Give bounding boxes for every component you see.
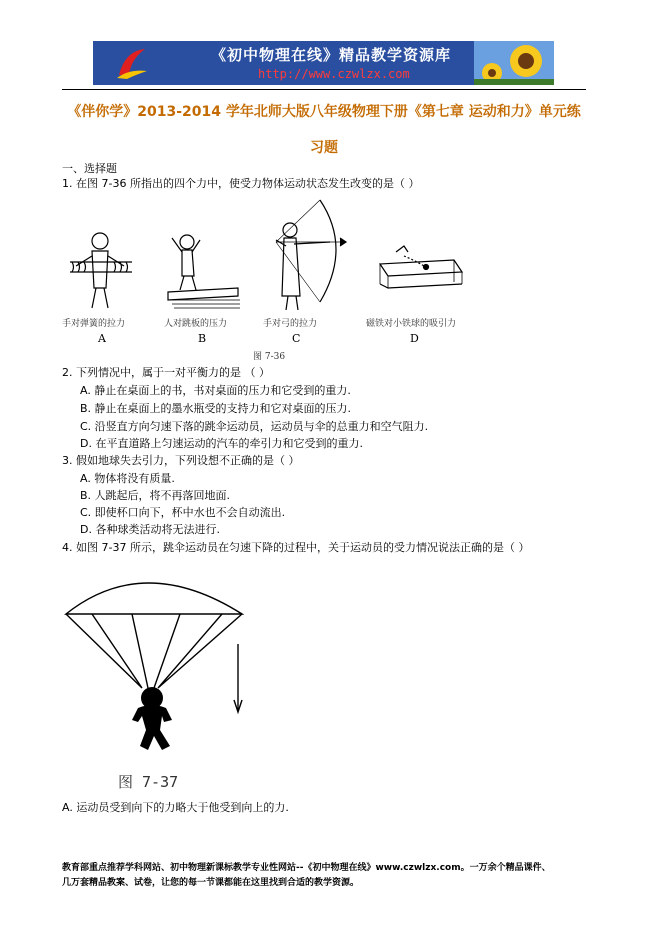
banner-title: 《初中物理在线》精品教学资源库 [211, 46, 452, 64]
caption-d: 磁铁对小铁球的吸引力 [366, 319, 457, 329]
caption-b: 人对跳板的压力 [164, 319, 228, 329]
letter-d: D [410, 332, 419, 345]
question-2-option-a: A. 静止在桌面上的书，书对桌面的压力和它受到的重力. [80, 384, 351, 397]
caption-c: 手对弓的拉力 [263, 319, 318, 329]
letter-c: C [292, 332, 301, 345]
page-footer [62, 861, 602, 891]
banner-url[interactable]: http://www.czwlzx.com [258, 67, 410, 81]
footer-line-1: 教育部重点推荐学科网站、初中物理新课标教学专业性网站--《初中物理在线》www.czwlzx.com。一万余个精品课件、 [62, 863, 551, 873]
document-title: 《伴你学》2013-2014 学年北师大版八年级物理下册《第七章 运动和力》单元练习题 [67, 104, 581, 156]
question-3-option-a: A. 物体将没有质量. [80, 472, 175, 485]
letter-b: B [198, 332, 207, 345]
caption-a: 手对弹簧的拉力 [62, 319, 126, 329]
question-3-option-b: B. 人跳起后，将不再落回地面. [80, 489, 231, 502]
question-2-stem: 2. 下列情况中，属于一对平衡力的是 （ ） [62, 366, 270, 379]
figure-7-36-illustrations [62, 196, 482, 312]
letter-a: A [98, 332, 106, 345]
question-3-stem: 3. 假如地球失去引力，下列设想不正确的是（ ） [62, 454, 300, 467]
header-banner [93, 41, 554, 85]
question-2-option-c: C. 沿竖直方向匀速下落的跳伞运动员，运动员与伞的总重力和空气阻力. [80, 420, 429, 433]
section-heading: 一、选择题 [62, 162, 117, 175]
parachutist-silhouette [132, 687, 172, 750]
magnet-table-figure [380, 246, 462, 288]
question-3-option-c: C. 即使杯口向下，杯中水也不会自动流出. [80, 506, 286, 519]
header-rule [62, 89, 586, 90]
footer-line-2: 几万套精品教案、试卷，让您的每一节课都能在这里找到合适的教学资源。 [62, 878, 360, 888]
diving-board-figure [168, 235, 240, 308]
site-logo-icon [115, 45, 149, 81]
spring-stretch-figure [70, 233, 132, 308]
figure-7-36-label: 图 7-36 [253, 352, 286, 362]
archer-figure [276, 200, 346, 310]
question-4-option-a: A. 运动员受到向下的力略大于他受到向上的力. [62, 801, 289, 814]
question-2-option-d: D. 在平直道路上匀速运动的汽车的牵引力和它受到的重力. [80, 437, 363, 450]
figure-7-37-parachute [62, 570, 262, 790]
figure-7-37-label: 图 7-37 [118, 773, 179, 791]
sunflower-icon [474, 41, 554, 85]
question-4-stem: 4. 如图 7-37 所示，跳伞运动员在匀速下降的过程中，关于运动员的受力情况说法正确的是（ ） [62, 541, 530, 554]
question-2-option-b: B. 静止在桌面上的墨水瓶受的支持力和它对桌面的压力. [80, 402, 352, 415]
question-1-stem: 1. 在图 7-36 所指出的四个力中，使受力物体运动状态发生改变的是（ ） [62, 177, 420, 190]
question-3-option-d: D. 各种球类活动将无法进行. [80, 523, 220, 536]
